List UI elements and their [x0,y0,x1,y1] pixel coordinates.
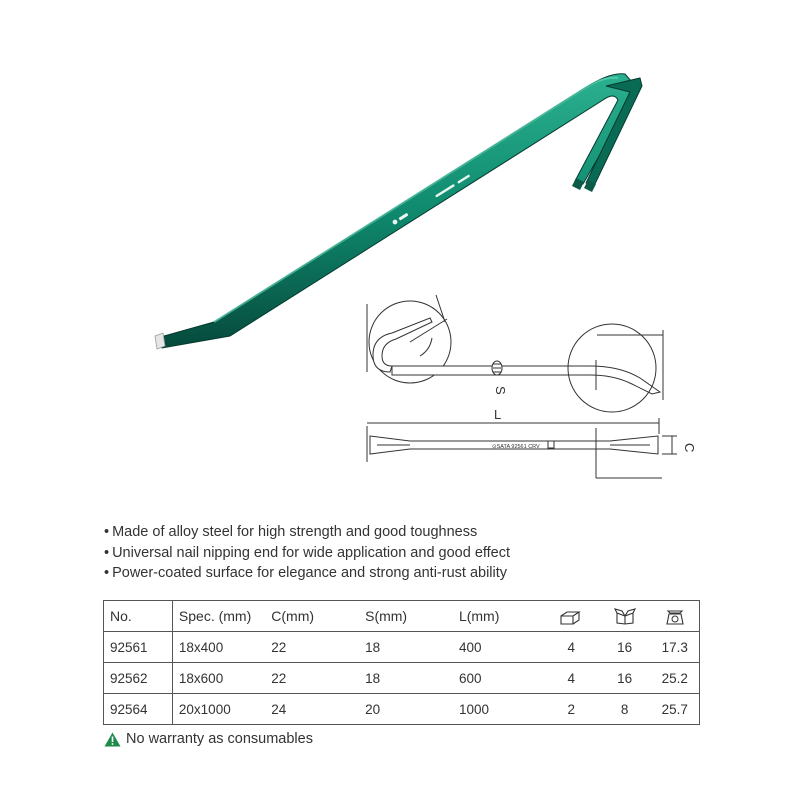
warranty-note [104,731,313,747]
cell-spec: 18x400 [172,632,265,663]
cell-spec: 18x600 [172,663,265,694]
cell-carton-qty: 16 [599,663,651,694]
side-view-drawing [367,295,663,412]
cell-carton-qty: 8 [599,694,651,725]
label-l: L [494,407,502,422]
cell-inner-qty: 4 [544,663,599,694]
cell-c: 22 [265,632,359,663]
cell-no: 92562 [104,663,173,694]
cell-s: 18 [359,632,453,663]
warranty-text: No warranty as consumables [126,731,313,747]
feature-list [104,522,510,584]
col-header-no: No. [104,601,173,632]
col-header-weight [651,601,700,632]
carton-box-icon [614,607,636,625]
cell-weight: 25.7 [651,694,700,725]
spec-table [103,600,700,725]
cell-l: 600 [453,663,544,694]
cell-inner-qty: 2 [544,694,599,725]
table-row [104,632,700,663]
cell-spec: 20x1000 [172,694,265,725]
cell-s: 20 [359,694,453,725]
col-header-s: S(mm) [359,601,453,632]
feature-item: • Made of alloy steel for high strength and good toughness [104,522,510,543]
label-s: S [493,386,508,395]
cell-s: 18 [359,663,453,694]
wrecking-bar-photo [155,74,642,349]
weight-scale-icon [665,607,685,625]
cell-carton-qty: 16 [599,632,651,663]
cell-l: 1000 [453,694,544,725]
cell-no: 92564 [104,694,173,725]
cell-inner-qty: 4 [544,632,599,663]
col-header-carton [599,601,651,632]
col-header-spec: Spec. (mm) [172,601,265,632]
table-header-row [104,601,700,632]
cell-c: 24 [265,694,359,725]
cell-weight: 25.2 [651,663,700,694]
feature-item: • Power-coated surface for elegance and strong anti-rust ability [104,563,510,584]
warning-triangle-icon [104,732,121,747]
cell-weight: 17.3 [651,632,700,663]
feature-item: • Universal nail nipping end for wide application and good effect [104,543,510,564]
label-c: C [682,443,697,453]
cell-c: 22 [265,663,359,694]
table-row [104,663,700,694]
cell-no: 92561 [104,632,173,663]
bar-marking-text: ⊙SATA 92561 CRV [492,444,540,450]
cell-l: 400 [453,632,544,663]
inner-box-icon [559,609,583,625]
col-header-inner-box [544,601,599,632]
col-header-c: C(mm) [265,601,359,632]
table-row [104,694,700,725]
col-header-l: L(mm) [453,601,544,632]
